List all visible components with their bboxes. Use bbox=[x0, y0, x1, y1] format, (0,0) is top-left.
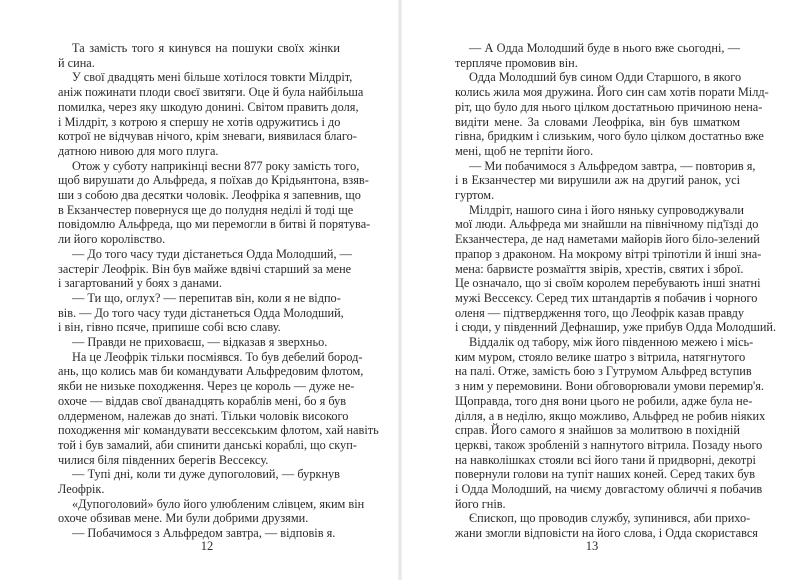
text-line: — Ти що, оглух? — перепитав він, коли я не відпо- bbox=[72, 290, 341, 305]
text-line: На це Леофрік тільки посміявся. То був дебелий бород- bbox=[72, 349, 363, 364]
text-line: ли його королівство. bbox=[58, 232, 166, 247]
text-line: ділля, а в неділю, якщо можливо, Альфред не робив ніяких bbox=[455, 408, 766, 423]
text-line: Та замість того я кинувся на пошуки своїх жінки bbox=[72, 41, 340, 55]
text-line: ким муром, стояло велике шатро з вітрила, натягнутого bbox=[455, 349, 746, 364]
text-line: Віддалік од табору, між його південною межею і місь- bbox=[469, 335, 754, 349]
text-line: Екзанчестера, де над наметами майорів його біло-зелений bbox=[455, 232, 760, 247]
text-line: Отож у суботу наприкінці весни 877 року замість того, bbox=[72, 158, 360, 173]
text-line: і Одда Молодший, на чиєму довгастому обличчі я побачив bbox=[455, 482, 763, 496]
text-line: і в Екзанчестер ми вирушили аж на другий ранок, усі bbox=[455, 173, 740, 188]
text-line: аніж пожинати плоди своєї звитяги. Оце й була найбільша bbox=[58, 85, 364, 100]
text-line: мужі Вессексу. Серед тих штандартів я побачив і чорного bbox=[455, 290, 758, 305]
text-line: мені, щоб не терпіти його. bbox=[455, 143, 594, 158]
text-line: гівна, бридким і слизьким, чого було цілком достатньо вже bbox=[455, 129, 764, 144]
text-line: ши з собою два десятки чоловік. Леофріка я запевнив, що bbox=[58, 188, 361, 202]
text-line: видіти мене. За словами Леофріка, він був шматком bbox=[455, 114, 740, 129]
text-line: на палі. Отже, замість бою з Гутрумом Альфред вступив bbox=[455, 364, 752, 379]
text-line: ріт, що було для нього цілком достатньою причиною нена- bbox=[455, 99, 763, 114]
text-line: повернули голови на тупіт наших коней. Серед таких був bbox=[455, 467, 756, 482]
text-line: в Екзанчестер повернуся ще до полудня неділі й тоді ще bbox=[58, 202, 354, 217]
text-line: жани змогли відповісти на його слова, і Одда скористався bbox=[455, 526, 758, 541]
text-line: датною нивою для мого плуга. bbox=[58, 143, 219, 158]
text-line: Це означало, що зі своїм королем перебувають інші знатні bbox=[455, 276, 761, 291]
text-line: Мілдріт, нашого сина і його няньку супроводжували bbox=[469, 202, 744, 217]
text-line: — До того часу туди дістанеться Одда Молодший, — bbox=[72, 246, 352, 261]
text-line: охоче — віддав свої дванадцять кораблів мені, бо я був bbox=[58, 393, 347, 408]
text-line: мої люди. Альфреда ми знайшли на північному під'їзді до bbox=[455, 217, 759, 232]
text-line: колись жила моя дружина. Його син сам хотів порати Мілд- bbox=[455, 85, 769, 100]
text-line: — А Одда Молодший буде в нього вже сьогодні, — bbox=[469, 41, 740, 55]
text-line: гуртом. bbox=[455, 188, 495, 202]
right-page-number: 13 bbox=[585, 539, 599, 553]
text-line: і Мілдріт, з котрою я спершу не хотів одружитись і до bbox=[58, 114, 341, 129]
text-line: прапор з драконом. На мокрому вітрі тріпотіли й інші зна- bbox=[455, 246, 762, 261]
text-line: ань, що колись мав би командувати Альфредовим флотом, bbox=[58, 364, 364, 379]
text-line: «Дупоголовий» було його улюбленим слівцем, яким він bbox=[72, 496, 365, 511]
text-line: котрої не відчував нічого, крім зневаги, виявилася благо- bbox=[58, 129, 357, 144]
text-line: — Побачимося з Альфредом завтра, — відповів я. bbox=[72, 526, 336, 541]
text-line: походження міг командувати вессекським флотом, хай навіть bbox=[58, 423, 379, 438]
text-line: і він, гівно псяче, припише собі всю славу. bbox=[58, 320, 281, 335]
text-line: на навколішках стояли всі його тани й придворні, декотрі bbox=[455, 452, 756, 467]
text-line: той і був замалий, аби спинити данські кораблі, що скуп- bbox=[58, 437, 357, 452]
text-line: якби не низьке походження. Через це король — дуже не- bbox=[58, 379, 355, 394]
text-line: У свої двадцять мені більше хотілося товкти Мілдріт, bbox=[72, 70, 353, 85]
text-line: — Правди не приховаєш, — відказав я зверхньо. bbox=[72, 335, 328, 349]
text-line: справ. Його самого я знайшов за молитвою в похідній bbox=[455, 423, 740, 438]
text-line: оленя — підтвердження того, що Леофрік казав правду bbox=[455, 305, 745, 320]
text-line: його гнів. bbox=[455, 496, 506, 511]
text-line: — Тупі дні, коли ти дуже дупоголовий, — буркнув bbox=[72, 467, 340, 482]
text-line: церкві, також зробленій з напнутого вітрила. Позаду нього bbox=[455, 437, 763, 452]
text-line: й сина. bbox=[58, 55, 95, 70]
text-line: — Ми побачимося з Альфредом завтра, — повторив я, bbox=[469, 158, 756, 173]
text-line: помилка, через яку шкодую донині. Світом править доля, bbox=[58, 99, 359, 114]
text-line: застеріг Леофрік. Він був майже вдвічі старший за мене bbox=[58, 261, 352, 276]
text-line: охоче обзивав мене. Ми були добрими друзями. bbox=[58, 511, 309, 526]
text-line: Єпископ, що проводив службу, зупинився, аби прихо- bbox=[469, 511, 751, 526]
text-line: з ним у перемовини. Вони обговорювали умови перемир'я. bbox=[455, 379, 765, 394]
text-line: щоб вирушати до Альфреда, я поїхав до Крідьянтона, взяв- bbox=[58, 173, 369, 188]
text-line: терпляче промовив він. bbox=[455, 55, 578, 70]
left-page-number: 12 bbox=[200, 539, 214, 553]
text-line: повідомлю Альфреда, що ми перемогли в битві й порятува- bbox=[58, 217, 371, 232]
text-line: олдерменом, належав до знаті. Тільки чоловік високого bbox=[58, 408, 349, 423]
text-line: мена: барвисте розмаїття звірів, хрестів, святих і зброї. bbox=[455, 261, 744, 276]
text-line: і загартований у боях з данами. bbox=[58, 276, 222, 291]
text-line: чилися біля південних берегів Вессексу. bbox=[58, 452, 269, 467]
text-line: вів. — До того часу туди дістанеться Одда Молодший, bbox=[58, 305, 344, 320]
text-line: Щоправда, того дня вони цього не робили, адже була не- bbox=[455, 393, 753, 408]
text-line: Одда Молодший був сином Одди Старшого, в якого bbox=[469, 70, 742, 85]
text-line: Леофрік. bbox=[58, 482, 105, 496]
text-line: і сюди, у південний Дефнашир, уже прибув Одда Молодший. bbox=[455, 320, 777, 335]
